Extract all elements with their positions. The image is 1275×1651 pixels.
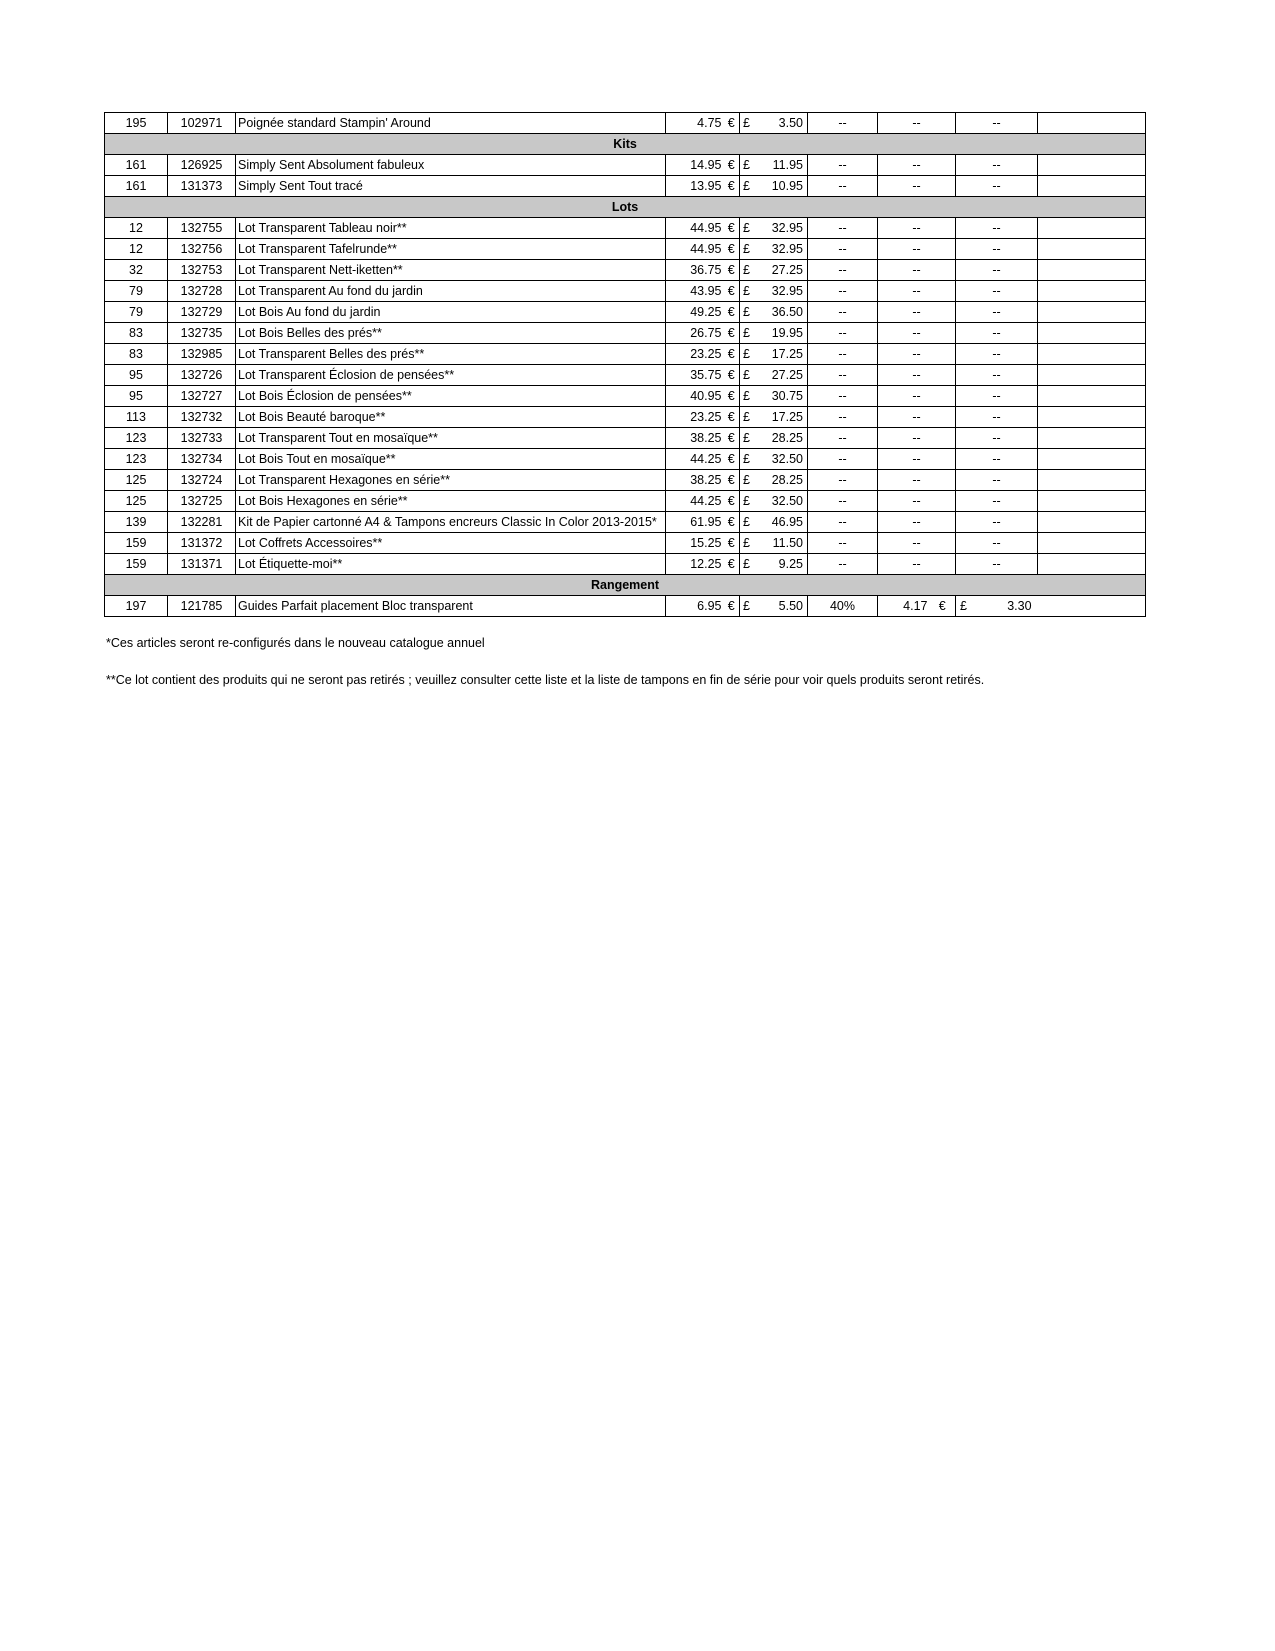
pound-symbol: £ (740, 155, 752, 176)
item-description: Kit de Papier cartonné A4 & Tampons encreurs Classic In Color 2013-2015* (236, 512, 666, 533)
sale-price-eur: -- (878, 281, 956, 302)
table-row (105, 113, 1146, 134)
item-description: Simply Sent Absolument fabuleux (236, 155, 666, 176)
sale-price-gbp: 3.30 (968, 596, 1038, 617)
item-number: 131373 (168, 176, 236, 197)
discount: -- (808, 470, 878, 491)
empty-cell (1038, 491, 1146, 512)
item-number: 132985 (168, 344, 236, 365)
empty-cell (1038, 596, 1146, 617)
table-row (105, 155, 1146, 176)
sale-price-gbp: -- (956, 323, 1038, 344)
pound-symbol: £ (740, 260, 752, 281)
price-eur: 14.95 (666, 155, 724, 176)
page-number: 197 (105, 596, 168, 617)
page-number: 123 (105, 428, 168, 449)
sale-price-gbp: -- (956, 554, 1038, 575)
item-description: Lot Transparent Éclosion de pensées** (236, 365, 666, 386)
table-row (105, 470, 1146, 491)
price-gbp: 32.95 (752, 281, 808, 302)
item-number: 121785 (168, 596, 236, 617)
item-description: Lot Transparent Hexagones en série** (236, 470, 666, 491)
page-number: 32 (105, 260, 168, 281)
euro-symbol: € (724, 512, 740, 533)
table-row (105, 323, 1146, 344)
item-number: 132753 (168, 260, 236, 281)
empty-cell (1038, 281, 1146, 302)
page-number: 95 (105, 386, 168, 407)
table-row (105, 260, 1146, 281)
discount: -- (808, 533, 878, 554)
table-row (105, 365, 1146, 386)
price-gbp: 5.50 (752, 596, 808, 617)
table-row (105, 239, 1146, 260)
discount: -- (808, 176, 878, 197)
price-eur: 61.95 (666, 512, 724, 533)
euro-symbol: € (724, 344, 740, 365)
sale-price-eur: -- (878, 260, 956, 281)
page-number: 12 (105, 239, 168, 260)
empty-cell (1038, 218, 1146, 239)
pound-symbol: £ (740, 218, 752, 239)
sale-price-eur: -- (878, 554, 956, 575)
sale-price-eur: -- (878, 302, 956, 323)
empty-cell (1038, 302, 1146, 323)
item-description: Lot Transparent Au fond du jardin (236, 281, 666, 302)
sale-price-eur: -- (878, 176, 956, 197)
euro-symbol: € (724, 239, 740, 260)
table-row (105, 428, 1146, 449)
price-gbp: 32.95 (752, 239, 808, 260)
table-row (105, 176, 1146, 197)
item-number: 132725 (168, 491, 236, 512)
page-number: 161 (105, 176, 168, 197)
page-number: 161 (105, 155, 168, 176)
pound-symbol: £ (740, 323, 752, 344)
pound-symbol: £ (740, 491, 752, 512)
sale-price-gbp: -- (956, 533, 1038, 554)
euro-symbol: € (724, 470, 740, 491)
discount: -- (808, 407, 878, 428)
item-description: Lot Bois Éclosion de pensées** (236, 386, 666, 407)
footnote-double-asterisk: **Ce lot contient des produits qui ne seront pas retirés ; veuillez consulter cette liste et la liste de tampons en fin de série pour voir quels produits seront retirés. (106, 673, 985, 687)
price-eur: 35.75 (666, 365, 724, 386)
price-eur: 44.25 (666, 449, 724, 470)
discount: -- (808, 386, 878, 407)
item-number: 131372 (168, 533, 236, 554)
empty-cell (1038, 449, 1146, 470)
pound-symbol: £ (740, 239, 752, 260)
pound-symbol: £ (740, 113, 752, 134)
pound-symbol: £ (740, 365, 752, 386)
item-number: 132281 (168, 512, 236, 533)
price-gbp: 17.25 (752, 344, 808, 365)
discount: -- (808, 449, 878, 470)
empty-cell (1038, 554, 1146, 575)
table-body (105, 113, 1146, 617)
empty-cell (1038, 260, 1146, 281)
empty-cell (1038, 323, 1146, 344)
empty-cell (1038, 407, 1146, 428)
page-number: 95 (105, 365, 168, 386)
item-number: 132726 (168, 365, 236, 386)
euro-symbol: € (724, 533, 740, 554)
price-gbp: 30.75 (752, 386, 808, 407)
item-description: Lot Bois Au fond du jardin (236, 302, 666, 323)
page-number: 125 (105, 491, 168, 512)
euro-symbol: € (724, 176, 740, 197)
price-eur: 38.25 (666, 470, 724, 491)
pound-symbol: £ (740, 281, 752, 302)
price-eur: 23.25 (666, 344, 724, 365)
item-description: Lot Transparent Tout en mosaïque** (236, 428, 666, 449)
pound-symbol: £ (740, 533, 752, 554)
table-row (105, 533, 1146, 554)
price-gbp: 46.95 (752, 512, 808, 533)
page-number: 139 (105, 512, 168, 533)
page-number: 79 (105, 302, 168, 323)
table-row (105, 281, 1146, 302)
pound-symbol: £ (740, 302, 752, 323)
footnote-single-asterisk: *Ces articles seront re-configurés dans le nouveau catalogue annuel (106, 636, 485, 650)
price-eur: 49.25 (666, 302, 724, 323)
discount: -- (808, 365, 878, 386)
discount: -- (808, 155, 878, 176)
page-number: 79 (105, 281, 168, 302)
sale-price-eur: -- (878, 155, 956, 176)
sale-price-gbp: -- (956, 260, 1038, 281)
sale-price-eur: -- (878, 533, 956, 554)
empty-cell (1038, 239, 1146, 260)
item-number: 102971 (168, 113, 236, 134)
price-eur: 26.75 (666, 323, 724, 344)
euro-symbol: € (724, 365, 740, 386)
item-description: Poignée standard Stampin' Around (236, 113, 666, 134)
price-eur: 4.75 (666, 113, 724, 134)
page-number: 83 (105, 344, 168, 365)
item-number: 126925 (168, 155, 236, 176)
item-description: Simply Sent Tout tracé (236, 176, 666, 197)
page-number: 159 (105, 554, 168, 575)
item-number: 132733 (168, 428, 236, 449)
euro-symbol: € (724, 302, 740, 323)
price-gbp: 32.95 (752, 218, 808, 239)
price-eur: 36.75 (666, 260, 724, 281)
price-eur: 40.95 (666, 386, 724, 407)
price-eur: 44.95 (666, 239, 724, 260)
pound-symbol: £ (740, 428, 752, 449)
section-title: Rangement (105, 575, 1146, 596)
euro-symbol: € (930, 596, 956, 617)
price-gbp: 10.95 (752, 176, 808, 197)
sale-price-eur: -- (878, 113, 956, 134)
sale-price-gbp: -- (956, 239, 1038, 260)
empty-cell (1038, 533, 1146, 554)
sale-price-eur: -- (878, 449, 956, 470)
page-number: 12 (105, 218, 168, 239)
price-eur: 44.25 (666, 491, 724, 512)
item-description: Lot Transparent Belles des prés** (236, 344, 666, 365)
item-number: 132732 (168, 407, 236, 428)
discount: -- (808, 239, 878, 260)
item-description: Lot Bois Hexagones en série** (236, 491, 666, 512)
empty-cell (1038, 512, 1146, 533)
discount: -- (808, 302, 878, 323)
table-row (105, 491, 1146, 512)
euro-symbol: € (724, 218, 740, 239)
page-number: 123 (105, 449, 168, 470)
empty-cell (1038, 344, 1146, 365)
discount: -- (808, 344, 878, 365)
section-title: Kits (105, 134, 1146, 155)
empty-cell (1038, 365, 1146, 386)
table-row (105, 554, 1146, 575)
price-table (104, 112, 1146, 617)
sale-price-gbp: -- (956, 470, 1038, 491)
sale-price-gbp: -- (956, 491, 1038, 512)
price-gbp: 32.50 (752, 449, 808, 470)
section-title: Lots (105, 197, 1146, 218)
sale-price-gbp: -- (956, 365, 1038, 386)
sale-price-eur: -- (878, 386, 956, 407)
price-gbp: 9.25 (752, 554, 808, 575)
discount: -- (808, 113, 878, 134)
item-number: 132756 (168, 239, 236, 260)
section-header-row (105, 575, 1146, 596)
price-eur: 44.95 (666, 218, 724, 239)
pound-symbol: £ (740, 407, 752, 428)
price-gbp: 17.25 (752, 407, 808, 428)
euro-symbol: € (724, 491, 740, 512)
sale-price-eur: -- (878, 428, 956, 449)
item-number: 132729 (168, 302, 236, 323)
empty-cell (1038, 113, 1146, 134)
sale-price-gbp: -- (956, 512, 1038, 533)
euro-symbol: € (724, 386, 740, 407)
sale-price-eur: -- (878, 407, 956, 428)
discount: -- (808, 281, 878, 302)
item-description: Lot Bois Tout en mosaïque** (236, 449, 666, 470)
pound-symbol: £ (740, 386, 752, 407)
sale-price-eur: -- (878, 239, 956, 260)
pound-symbol: £ (956, 596, 968, 617)
euro-symbol: € (724, 449, 740, 470)
sale-price-gbp: -- (956, 155, 1038, 176)
euro-symbol: € (724, 428, 740, 449)
price-eur: 6.95 (666, 596, 724, 617)
discount: -- (808, 428, 878, 449)
sale-price-gbp: -- (956, 176, 1038, 197)
discount: 40% (808, 596, 878, 617)
section-header-row (105, 134, 1146, 155)
euro-symbol: € (724, 554, 740, 575)
section-header-row (105, 197, 1146, 218)
sale-price-eur: -- (878, 512, 956, 533)
sale-price-gbp: -- (956, 281, 1038, 302)
sale-price-eur: -- (878, 470, 956, 491)
price-eur: 15.25 (666, 533, 724, 554)
sale-price-gbp: -- (956, 344, 1038, 365)
price-gbp: 11.95 (752, 155, 808, 176)
table-row (105, 302, 1146, 323)
item-description: Lot Transparent Tableau noir** (236, 218, 666, 239)
euro-symbol: € (724, 323, 740, 344)
item-description: Lot Transparent Tafelrunde** (236, 239, 666, 260)
table-row (105, 218, 1146, 239)
discount: -- (808, 554, 878, 575)
price-eur: 43.95 (666, 281, 724, 302)
page-number: 83 (105, 323, 168, 344)
empty-cell (1038, 428, 1146, 449)
item-number: 132735 (168, 323, 236, 344)
table-row (105, 386, 1146, 407)
sale-price-eur: -- (878, 491, 956, 512)
item-description: Lot Étiquette-moi** (236, 554, 666, 575)
price-gbp: 27.25 (752, 260, 808, 281)
empty-cell (1038, 176, 1146, 197)
euro-symbol: € (724, 260, 740, 281)
sale-price-eur: -- (878, 344, 956, 365)
item-number: 132728 (168, 281, 236, 302)
sale-price-gbp: -- (956, 449, 1038, 470)
table-row (105, 407, 1146, 428)
euro-symbol: € (724, 407, 740, 428)
pound-symbol: £ (740, 554, 752, 575)
euro-symbol: € (724, 596, 740, 617)
price-gbp: 28.25 (752, 470, 808, 491)
sale-price-gbp: -- (956, 113, 1038, 134)
discount: -- (808, 218, 878, 239)
euro-symbol: € (724, 113, 740, 134)
item-description: Lot Bois Beauté baroque** (236, 407, 666, 428)
item-number: 132755 (168, 218, 236, 239)
item-description: Lot Transparent Nett-iketten** (236, 260, 666, 281)
empty-cell (1038, 470, 1146, 491)
price-gbp: 27.25 (752, 365, 808, 386)
price-gbp: 32.50 (752, 491, 808, 512)
item-description: Lot Coffrets Accessoires** (236, 533, 666, 554)
sale-price-eur: 4.17 (878, 596, 930, 617)
euro-symbol: € (724, 281, 740, 302)
sale-price-eur: -- (878, 365, 956, 386)
pound-symbol: £ (740, 344, 752, 365)
sale-price-gbp: -- (956, 386, 1038, 407)
price-gbp: 3.50 (752, 113, 808, 134)
price-gbp: 19.95 (752, 323, 808, 344)
price-eur: 13.95 (666, 176, 724, 197)
page-number: 113 (105, 407, 168, 428)
discount: -- (808, 512, 878, 533)
price-eur: 12.25 (666, 554, 724, 575)
pound-symbol: £ (740, 470, 752, 491)
sale-price-eur: -- (878, 323, 956, 344)
item-number: 131371 (168, 554, 236, 575)
pound-symbol: £ (740, 596, 752, 617)
item-number: 132727 (168, 386, 236, 407)
price-gbp: 28.25 (752, 428, 808, 449)
table-row (105, 344, 1146, 365)
pound-symbol: £ (740, 512, 752, 533)
sale-price-gbp: -- (956, 218, 1038, 239)
item-description: Lot Bois Belles des prés** (236, 323, 666, 344)
table-row (105, 596, 1146, 617)
page-number: 125 (105, 470, 168, 491)
euro-symbol: € (724, 155, 740, 176)
pound-symbol: £ (740, 176, 752, 197)
table-row (105, 512, 1146, 533)
price-eur: 23.25 (666, 407, 724, 428)
price-gbp: 36.50 (752, 302, 808, 323)
page-number: 159 (105, 533, 168, 554)
page-number: 195 (105, 113, 168, 134)
sale-price-gbp: -- (956, 302, 1038, 323)
price-eur: 38.25 (666, 428, 724, 449)
pound-symbol: £ (740, 449, 752, 470)
sale-price-gbp: -- (956, 428, 1038, 449)
item-number: 132724 (168, 470, 236, 491)
discount: -- (808, 260, 878, 281)
item-description: Guides Parfait placement Bloc transparent (236, 596, 666, 617)
sale-price-gbp: -- (956, 407, 1038, 428)
empty-cell (1038, 155, 1146, 176)
empty-cell (1038, 386, 1146, 407)
sale-price-eur: -- (878, 218, 956, 239)
item-number: 132734 (168, 449, 236, 470)
discount: -- (808, 491, 878, 512)
price-gbp: 11.50 (752, 533, 808, 554)
table-row (105, 449, 1146, 470)
discount: -- (808, 323, 878, 344)
